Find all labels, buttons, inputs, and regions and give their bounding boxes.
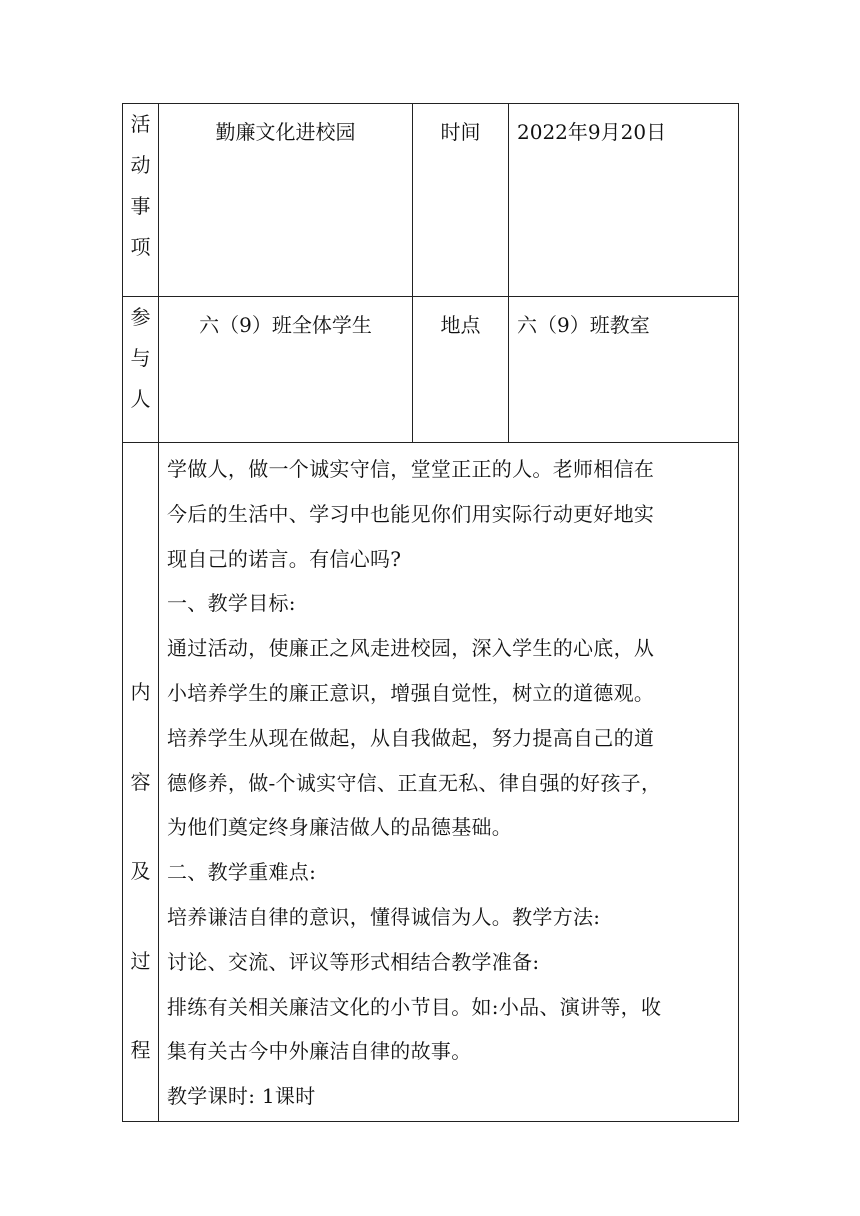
participants-label-char: 与	[130, 346, 151, 370]
content-line: 学做人，做一个诚实守信，堂堂正正的人。老师相信在	[167, 457, 655, 481]
activity-row	[123, 104, 739, 297]
participants-label-char: 人	[130, 387, 151, 411]
content-label-char: 容	[130, 769, 151, 794]
section-heading: 二、教学重难点:	[167, 860, 317, 885]
content-line: 教学课时: 1课时	[167, 1084, 316, 1109]
content-line: 现自己的诺言。有信心吗?	[167, 546, 402, 571]
activity-label-char: 项	[130, 235, 151, 259]
content-line: 小培养学生的廉正意识，增强自觉性，树立的道德观。	[167, 680, 655, 705]
participants-label-char: 参	[130, 305, 151, 329]
content-line: 通过活动，使廉正之风走进校园，深入学生的心底，从	[167, 636, 655, 661]
activity-label-char: 动	[130, 153, 151, 177]
place-label: 地点	[413, 297, 509, 443]
content-row	[123, 443, 739, 1122]
time-value: 2022年9月20日	[509, 104, 739, 297]
content-line: 德修养，做-个诚实守信、正直无私、律自强的好孩子，	[167, 770, 662, 795]
content-label-char: 过	[130, 948, 151, 973]
content-line: 排练有关相关廉洁文化的小节目。如:小品、演讲等，收	[167, 994, 662, 1019]
content-label-cell	[123, 443, 159, 1122]
content-line: 集有关古今中外廉洁自律的故事。	[167, 1039, 472, 1064]
time-label: 时间	[413, 104, 509, 297]
content-body	[159, 443, 739, 1122]
content-line: 培养谦洁自律的意识，懂得诚信为人。教学方法:	[167, 904, 601, 929]
content-line: 讨论、交流、评议等形式相结合教学准备:	[167, 949, 540, 974]
activity-label-cell	[123, 104, 159, 297]
participants-row	[123, 297, 739, 443]
activity-name: 勤廉文化进校园	[159, 104, 413, 297]
place-value: 六（9）班教室	[509, 297, 739, 443]
content-line: 培养学生从现在做起，从自我做起，努力提高自己的道	[167, 725, 655, 750]
content-label-char: 及	[130, 859, 151, 884]
content-label-char: 程	[130, 1038, 151, 1063]
activity-label-char: 事	[130, 194, 151, 218]
content-label-char: 内	[130, 680, 151, 704]
participants-label-cell	[123, 297, 159, 443]
content-line: 今后的生活中、学习中也能见你们用实际行动更好地实	[167, 501, 655, 526]
participants-value: 六（9）班全体学生	[159, 297, 413, 443]
content-line: 为他们奠定终身廉洁做人的品德基础。	[167, 815, 513, 840]
activity-record-table	[122, 103, 739, 1122]
activity-label-char: 活	[130, 112, 151, 136]
section-heading: 一、教学目标:	[167, 591, 296, 616]
